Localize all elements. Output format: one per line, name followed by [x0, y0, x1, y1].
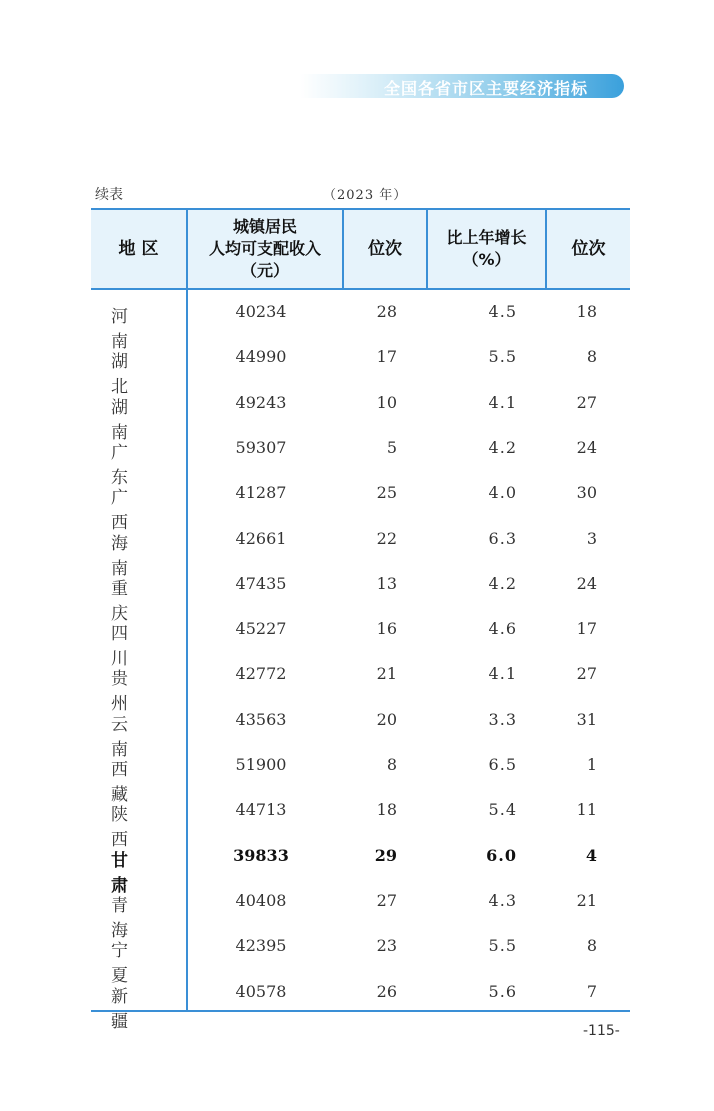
region-cell: 重庆 [111, 579, 150, 624]
growth-rank-cell: 8 [586, 347, 597, 366]
region-cell: 宁夏 [111, 941, 150, 986]
income-rank-cell: 23 [376, 936, 397, 955]
growth-cell: 4.2 [488, 574, 517, 593]
header-region: 地 区 [118, 239, 159, 259]
section-banner [300, 74, 624, 98]
header-rank-income: 位次 [368, 239, 402, 259]
table-row [91, 290, 630, 352]
header-divider [186, 210, 188, 288]
income-rank-cell: 5 [386, 438, 397, 457]
growth-rank-cell: 18 [576, 302, 597, 321]
table-row [91, 743, 630, 805]
growth-cell: 5.5 [488, 347, 517, 366]
income-cell: 41287 [235, 483, 287, 502]
growth-rank-cell: 21 [576, 891, 597, 910]
region-cell: 湖北 [111, 352, 150, 397]
region-cell: 广东 [111, 443, 150, 488]
growth-rank-cell: 4 [585, 846, 597, 865]
region-cell: 甘肃 [111, 851, 150, 896]
growth-rank-cell: 3 [586, 529, 597, 548]
income-cell: 59307 [235, 438, 287, 457]
income-cell: 51900 [235, 755, 287, 774]
header-rank-growth: 位次 [571, 239, 606, 259]
header-divider [426, 210, 428, 288]
income-cell: 43563 [235, 710, 287, 729]
income-rank-cell: 20 [376, 710, 397, 729]
income-rank-cell: 27 [376, 891, 397, 910]
growth-rank-cell: 17 [576, 619, 597, 638]
growth-cell: 4.2 [488, 438, 517, 457]
income-rank-cell: 16 [376, 619, 397, 638]
region-cell: 新疆 [111, 987, 150, 1032]
income-cell: 49243 [235, 393, 287, 412]
table-row [91, 879, 630, 941]
banner-title: 全国各省市区主要经济指标 [383, 79, 588, 98]
table-row [91, 607, 630, 669]
region-cell: 青海 [111, 896, 150, 941]
income-cell: 44713 [235, 800, 287, 819]
income-rank-cell: 10 [376, 393, 397, 412]
growth-rank-cell: 24 [576, 574, 597, 593]
header-divider [545, 210, 547, 288]
table-row [91, 471, 630, 533]
table-row [91, 652, 630, 714]
region-cell: 四川 [111, 624, 150, 669]
growth-rank-cell: 24 [576, 438, 597, 457]
header-growth: 比上年增长 （%） [446, 228, 527, 269]
continued-label: 续表 [95, 187, 123, 203]
growth-cell: 4.6 [488, 619, 517, 638]
table-row [91, 381, 630, 443]
income-rank-cell: 29 [374, 846, 397, 865]
income-cell: 42661 [235, 529, 287, 548]
income-cell: 39833 [233, 846, 289, 865]
growth-cell: 5.5 [488, 936, 517, 955]
income-cell: 42395 [235, 936, 287, 955]
income-rank-cell: 28 [376, 302, 397, 321]
region-cell: 湖南 [111, 398, 150, 443]
growth-rank-cell: 27 [576, 664, 597, 683]
income-rank-cell: 8 [386, 755, 397, 774]
growth-cell: 6.5 [488, 755, 517, 774]
table-row [91, 834, 630, 896]
region-cell: 云南 [111, 715, 150, 760]
income-rank-cell: 26 [376, 982, 397, 1001]
growth-cell: 3.3 [488, 710, 517, 729]
income-rank-cell: 13 [376, 574, 397, 593]
page-number: -115- [583, 1023, 620, 1039]
region-cell: 西藏 [111, 760, 150, 805]
income-cell: 40578 [235, 982, 287, 1001]
growth-cell: 4.1 [488, 664, 517, 683]
table-row [91, 335, 630, 397]
income-cell: 42772 [235, 664, 287, 683]
income-cell: 44990 [235, 347, 287, 366]
table-row [91, 698, 630, 760]
region-cell: 广西 [111, 488, 150, 533]
income-cell: 40234 [235, 302, 287, 321]
header-divider [342, 210, 344, 288]
header-income: 城镇居民 人均可支配收入 （元） [208, 217, 321, 280]
region-cell: 河南 [111, 307, 150, 352]
income-rank-cell: 17 [376, 347, 397, 366]
income-rank-cell: 21 [376, 664, 397, 683]
growth-cell: 4.5 [488, 302, 517, 321]
growth-cell: 5.6 [488, 982, 517, 1001]
year-label: （2023 年） [323, 188, 408, 203]
growth-rank-cell: 1 [586, 755, 597, 774]
table-header [91, 208, 630, 290]
growth-cell: 6.3 [488, 529, 517, 548]
income-cell: 47435 [235, 574, 287, 593]
growth-rank-cell: 27 [576, 393, 597, 412]
table-row [91, 426, 630, 488]
growth-cell: 6.0 [486, 846, 517, 865]
income-rank-cell: 25 [376, 483, 397, 502]
region-cell: 陕西 [111, 805, 150, 850]
income-rank-cell: 22 [376, 529, 397, 548]
growth-rank-cell: 8 [586, 936, 597, 955]
growth-cell: 4.0 [488, 483, 517, 502]
table-row [91, 788, 630, 850]
growth-cell: 4.1 [488, 393, 517, 412]
region-cell: 贵州 [111, 669, 150, 714]
table-row [91, 562, 630, 624]
region-cell: 海南 [111, 534, 150, 579]
table-row [91, 924, 630, 986]
growth-rank-cell: 11 [576, 800, 597, 819]
income-cell: 45227 [235, 619, 287, 638]
growth-cell: 4.3 [488, 891, 517, 910]
growth-rank-cell: 30 [576, 483, 597, 502]
income-cell: 40408 [235, 891, 287, 910]
growth-rank-cell: 31 [576, 710, 597, 729]
income-rank-cell: 18 [376, 800, 397, 819]
table-row [91, 517, 630, 579]
growth-rank-cell: 7 [586, 982, 597, 1001]
growth-cell: 5.4 [488, 800, 517, 819]
